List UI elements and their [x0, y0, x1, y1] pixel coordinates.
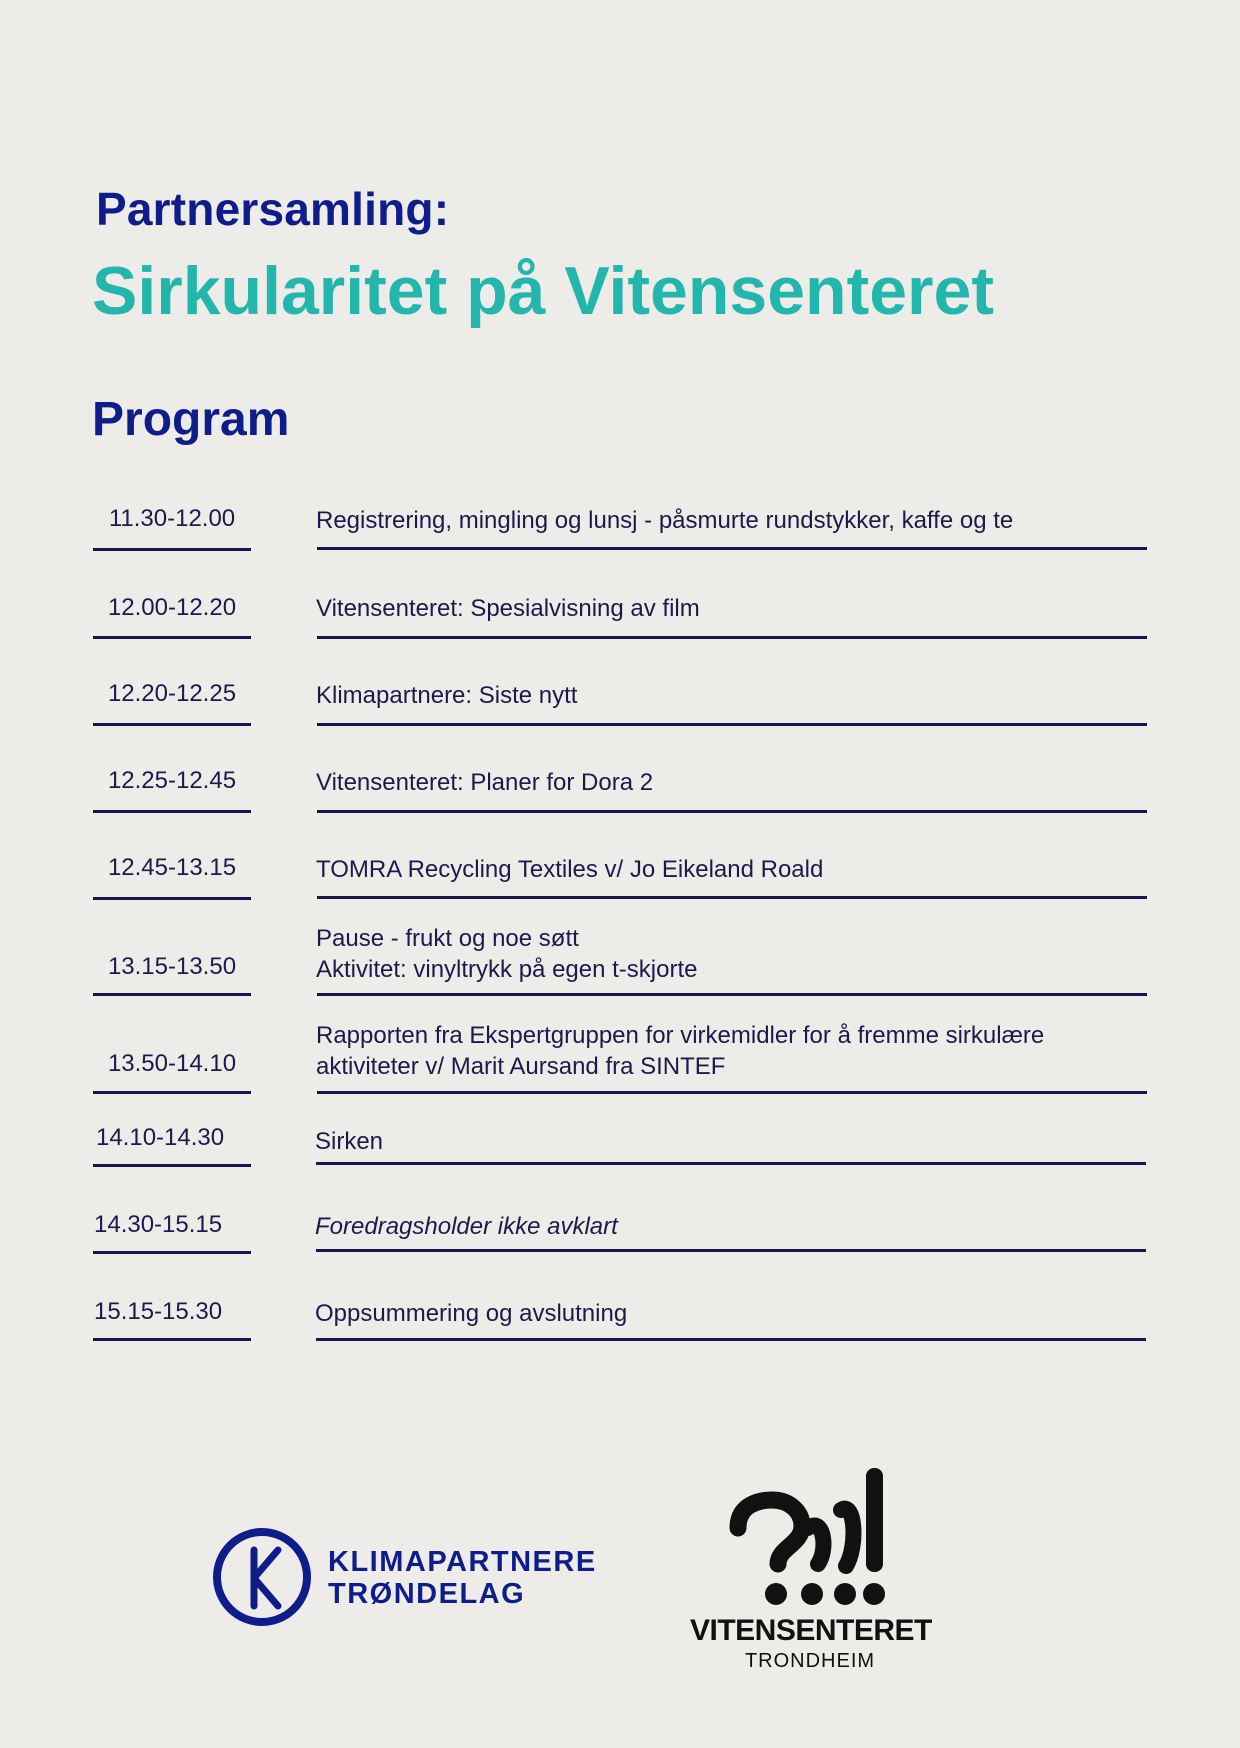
- time-divider: [93, 1338, 251, 1341]
- schedule-description: Klimapartnere: Siste nytt: [316, 682, 578, 709]
- schedule-time: 12.00-12.20: [107, 594, 237, 621]
- time-divider: [93, 993, 251, 996]
- klimapartnere-line2: TRØNDELAG: [328, 1578, 526, 1610]
- description-divider: [317, 810, 1147, 813]
- klimapartnere-line1: KLIMAPARTNERE: [328, 1546, 597, 1578]
- description-divider: [316, 1338, 1146, 1341]
- schedule-time: 12.20-12.25: [107, 680, 237, 707]
- description-divider: [316, 1249, 1146, 1252]
- schedule-description: Pause - frukt og noe søtt Aktivitet: vinyltrykk på egen t-skjorte: [316, 925, 698, 983]
- description-divider: [317, 993, 1147, 996]
- schedule-time: 14.10-14.30: [96, 1124, 225, 1151]
- description-divider: [317, 547, 1147, 550]
- k-circle-icon: [208, 1522, 318, 1632]
- schedule-description: Registrering, mingling og lunsj - påsmurte rundstykker, kaffe og te: [316, 507, 1014, 534]
- description-divider: [317, 636, 1147, 639]
- schedule-description: Vitensenteret: Spesialvisning av film: [316, 595, 700, 622]
- time-divider: [93, 636, 251, 639]
- description-divider: [317, 1091, 1147, 1094]
- kicker-heading: Partnersamling:: [96, 183, 450, 235]
- schedule-description: Sirken: [315, 1128, 384, 1155]
- time-divider: [93, 723, 251, 726]
- logo-footer: [0, 1460, 1240, 1690]
- time-divider: [93, 1091, 251, 1094]
- klimapartnere-logo: [208, 1522, 597, 1632]
- schedule-time: 15.15-15.30: [94, 1298, 223, 1325]
- description-divider: [316, 1162, 1146, 1165]
- schedule-description: TOMRA Recycling Textiles v/ Jo Eikeland Roald: [316, 856, 824, 883]
- time-divider: [93, 810, 251, 813]
- vitensenteret-city: TRONDHEIM: [744, 1650, 876, 1672]
- description-divider: [317, 896, 1147, 899]
- time-divider: [93, 1164, 251, 1167]
- schedule-time: 11.30-12.00: [108, 505, 236, 532]
- schedule-time: 12.45-13.15: [107, 854, 237, 881]
- schedule-time: 13.50-14.10: [107, 1050, 237, 1077]
- time-divider: [93, 897, 251, 900]
- schedule-description: Rapporten fra Ekspertgruppen for virkemidler for å fremme sirkulære aktiviteter v/ Marit Aursand fra SINTEF: [316, 1022, 1045, 1080]
- klimapartnere-wordmark: [328, 1546, 597, 1610]
- description-divider: [317, 723, 1147, 726]
- time-divider: [93, 548, 251, 551]
- schedule-time: 13.15-13.50: [107, 953, 237, 980]
- time-divider: [93, 1251, 251, 1254]
- page-title: Sirkularitet på Vitensenteret: [92, 253, 994, 329]
- schedule-description: Vitensenteret: Planer for Dora 2: [316, 769, 654, 796]
- section-heading: Program: [92, 393, 290, 446]
- schedule-description: Foredragsholder ikke avklart: [315, 1213, 618, 1240]
- vitensenteret-wordmark: VITENSENTERET: [690, 1614, 932, 1647]
- vitensenteret-logo: [690, 1460, 930, 1680]
- question-exclamation-icon: [690, 1460, 930, 1610]
- schedule-time: 14.30-15.15: [94, 1211, 223, 1238]
- schedule-time: 12.25-12.45: [107, 767, 237, 794]
- schedule-description: Oppsummering og avslutning: [315, 1300, 628, 1327]
